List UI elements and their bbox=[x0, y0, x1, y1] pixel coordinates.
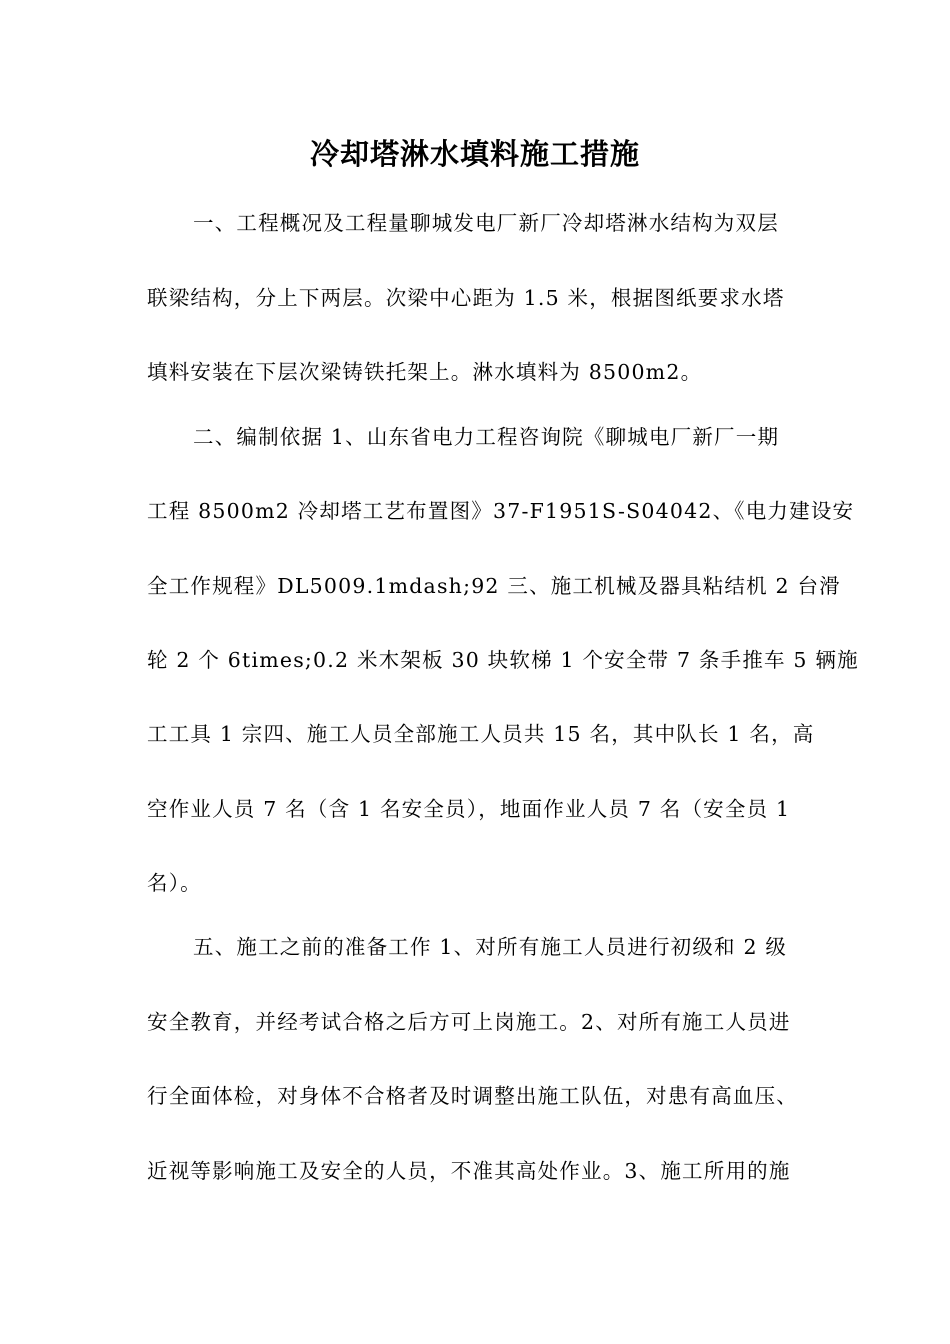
text-line: 近视等影响施工及安全的人员，不准其高处作业。3、施工所用的施 bbox=[147, 1159, 791, 1183]
text-line: 一、工程概况及工程量聊城发电厂新厂冷却塔淋水结构为双层 bbox=[193, 211, 779, 235]
text-line: 工工具 1 宗四、施工人员全部施工人员共 15 名，其中队长 1 名，高 bbox=[147, 722, 815, 746]
text-line: 空作业人员 7 名（含 1 名安全员），地面作业人员 7 名（安全员 1 bbox=[147, 797, 791, 821]
text-line: 行全面体检，对身体不合格者及时调整出施工队伍，对患有高血压、 bbox=[147, 1084, 798, 1108]
text-line: 五、施工之前的准备工作 1、对所有施工人员进行初级和 2 级 bbox=[193, 935, 788, 959]
text-line: 全工作规程》DL5009.1mdash;92 三、施工机械及器具粘结机 2 台滑 bbox=[147, 574, 841, 598]
document-title: 冷却塔淋水填料施工措施 bbox=[309, 137, 640, 171]
text-line: 联梁结构，分上下两层。次梁中心距为 1.5 米，根据图纸要求水塔 bbox=[147, 286, 785, 310]
text-line: 安全教育，并经考试合格之后方可上岗施工。2、对所有施工人员进 bbox=[147, 1010, 791, 1034]
text-line: 名）。 bbox=[147, 871, 202, 895]
text-line: 填料安装在下层次梁铸铁托架上。淋水填料为 8500m2。 bbox=[147, 360, 703, 384]
text-line: 工程 8500m2 冷却塔工艺布置图》37-F1951S-S04042、《电力建设安 bbox=[147, 499, 855, 523]
text-line: 二、编制依据 1、山东省电力工程咨询院《聊城电厂新厂一期 bbox=[193, 425, 780, 449]
text-line: 轮 2 个 6times;0.2 米木架板 30 块软梯 1 个安全带 7 条手推车 5 辆施 bbox=[147, 648, 859, 672]
